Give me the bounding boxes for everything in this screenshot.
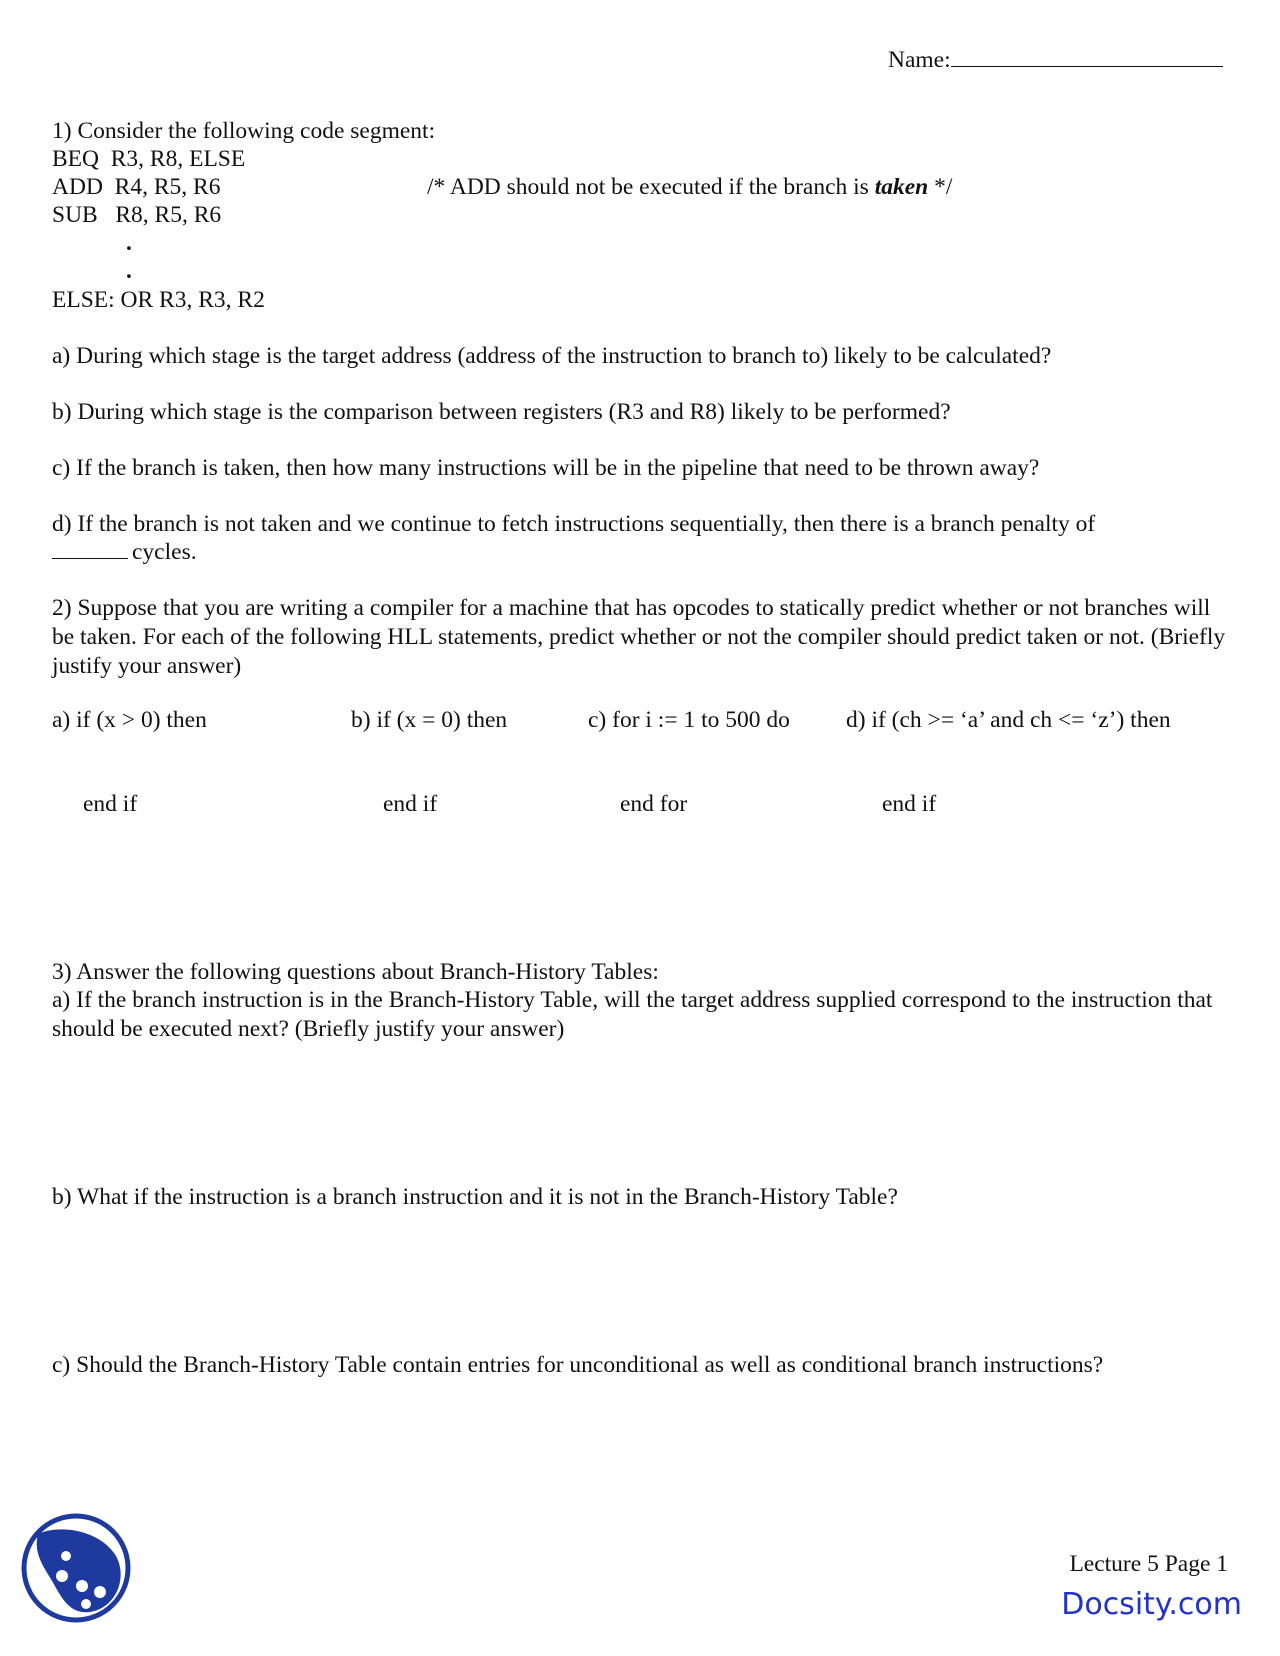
q2-item-a-tail: end if [83,791,138,817]
answer-blank[interactable] [52,538,128,559]
comment-prefix: /* ADD should not be executed if the branch is [427,174,875,200]
code-args: R4, R5, R6 [114,174,221,200]
ellipsis-dot: . [126,258,132,284]
q3-intro: 3) Answer the following questions about Branch-History Tables: [52,959,659,985]
docsity-watermark-link[interactable]: Docsity.com [1061,1587,1242,1622]
code-op: ADD [52,174,103,200]
code-op: BEQ [52,146,99,172]
comment-suffix: */ [928,174,953,200]
cycles-label: cycles. [132,539,197,565]
comment-emphasis: taken [874,174,929,200]
q2-text: 2) Suppose that you are writing a compiler for a machine that has opcodes to statically predict whether or not branches will be taken. For each of the following HLL statements, predict whether or not the compiler should predict taken or not. (Briefly justify your answer) [52,595,1226,679]
q2-item-b-head: b) if (x = 0) then [351,707,508,733]
q1-part-d: d) If the branch is not taken and we continue to fetch instructions sequentially, then there is a branch penalty of [52,511,1096,537]
code-op: SUB [52,202,98,228]
q2-item-b-tail: end if [383,791,438,817]
code-line-add [52,173,220,202]
q2-item-a-head: a) if (x > 0) then [52,707,207,733]
q3-part-a: a) If the branch instruction is in the Branch-History Table, will the target address supplied correspond to the instruction that should be executed next? (Briefly justify your answer) [52,987,1213,1042]
q1-part-c: c) If the branch is taken, then how many instructions will be in the pipeline that need to be thrown away? [52,455,1040,481]
code-line-sub [52,201,221,230]
q2-item-c-tail: end for [620,791,688,817]
code-line-else: ELSE: OR R3, R3, R2 [52,287,265,313]
q2-item-c-head: c) for i := 1 to 500 do [588,707,790,733]
q1-part-b: b) During which stage is the comparison between registers (R3 and R8) likely to be performed? [52,399,951,425]
code-args: R3, R8, ELSE [110,146,246,172]
code-line-beq [52,145,245,174]
code-args: R8, R5, R6 [115,202,222,228]
q1-intro: 1) Consider the following code segment: [52,118,436,144]
q3-part-b: b) What if the instruction is a branch instruction and it is not in the Branch-History Table? [52,1184,898,1210]
name-field[interactable] [888,46,1223,75]
q3-part-c: c) Should the Branch-History Table contain entries for unconditional as well as conditional branch instructions? [52,1352,1104,1378]
page-number: Lecture 5 Page 1 [1069,1551,1228,1577]
q1-part-a: a) During which stage is the target address (address of the instruction to branch to) likely to be calculated? [52,343,1052,369]
name-label: Name: [888,47,951,73]
code-comment [427,173,952,202]
docsity-logo-icon [20,1512,132,1624]
q2-item-d-tail: end if [882,791,937,817]
ellipsis-dot: . [126,230,132,256]
q1-part-d-cont [52,538,197,567]
q2-item-d-head: d) if (ch >= ‘a’ and ch <= ‘z’) then [846,707,1171,733]
name-blank[interactable] [951,46,1223,67]
